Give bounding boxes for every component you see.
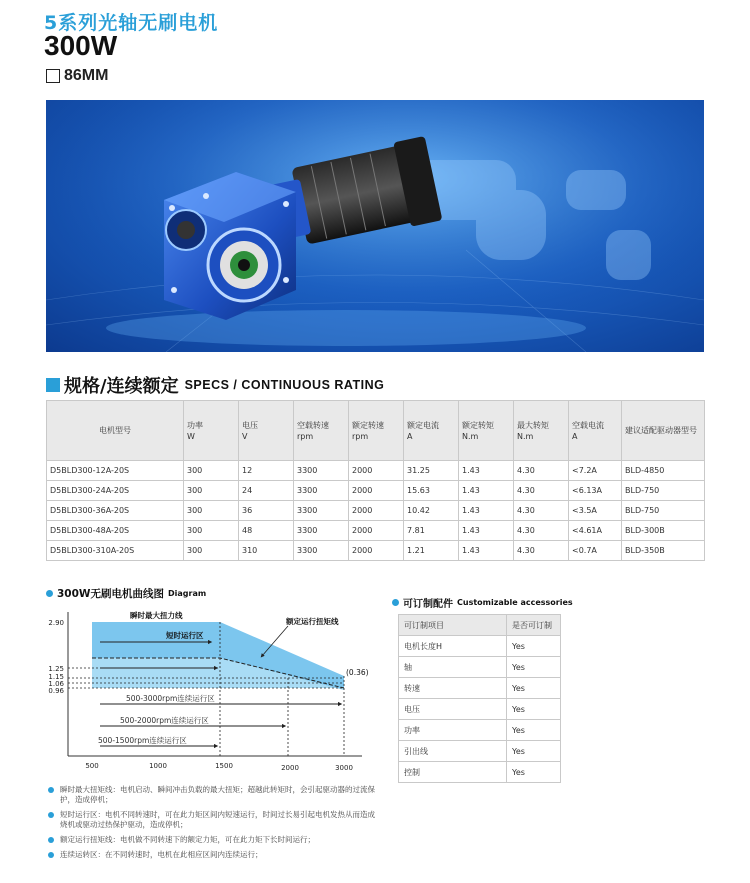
cell-item: 引出线: [399, 741, 507, 762]
zone-2000-label: 500-2000rpm连续运行区: [120, 716, 209, 725]
column-header: 电压 V: [239, 401, 294, 461]
accessories-heading: [392, 595, 573, 610]
series-title: 5系列光轴无刷电机: [44, 12, 219, 34]
peak-torque-label: 瞬时最大扭力线: [130, 611, 183, 620]
chart-notes: [48, 785, 378, 865]
cell-no-load-speed: 3300: [294, 521, 349, 541]
y-tick-label: 1.25: [48, 665, 64, 673]
torque-curve-chart: [40, 604, 380, 776]
table-row: [399, 762, 561, 783]
product-image: [46, 100, 704, 352]
cell-model: D5BLD300-310A-20S: [47, 541, 184, 561]
note-text: 瞬时最大扭矩线：电机启动、瞬间冲击负载的最大扭矩；超越此转矩时，会引起驱动器的过流保护，造成停机；: [60, 785, 375, 804]
table-row: [399, 678, 561, 699]
column-header: 空载转速 rpm: [294, 401, 349, 461]
cell-no-load-speed: 3300: [294, 481, 349, 501]
cell-power: 300: [184, 481, 239, 501]
cell-item: 转速: [399, 678, 507, 699]
cell-no-load-current: <0.7A: [569, 541, 622, 561]
note-item: [48, 850, 378, 860]
specs-table: [46, 400, 705, 561]
frame-size: [46, 67, 108, 85]
cell-max-torque: 4.30: [514, 521, 569, 541]
specs-title-en: SPECS / CONTINUOUS RATING: [184, 378, 385, 392]
product-banner: [46, 100, 704, 352]
bullet-dot-icon: [48, 787, 54, 793]
cell-driver: BLD-300B: [622, 521, 705, 541]
cell-rated-current: 10.42: [404, 501, 459, 521]
cell-rated-speed: 2000: [349, 481, 404, 501]
y-tick-label: 0.96: [48, 687, 64, 695]
x-tick-label: 1500: [215, 762, 233, 770]
table-row: [399, 741, 561, 762]
y-tick-label: 1.06: [48, 680, 64, 688]
cell-available: Yes: [507, 720, 561, 741]
table-row: [47, 541, 705, 561]
cell-driver: BLD-350B: [622, 541, 705, 561]
x-tick-label: 2000: [281, 764, 299, 772]
cell-rated-speed: 2000: [349, 461, 404, 481]
frame-size-label: 86MM: [64, 67, 109, 84]
cell-available: Yes: [507, 762, 561, 783]
bullet-dot-icon: [48, 837, 54, 843]
cell-rated-current: 1.21: [404, 541, 459, 561]
bullet-dot-icon: [48, 852, 54, 858]
column-header: 电机型号: [47, 401, 184, 461]
cell-no-load-speed: 3300: [294, 461, 349, 481]
chart-title-en: Diagram: [168, 589, 207, 598]
cell-no-load-speed: 3300: [294, 541, 349, 561]
accessories-header-row: [399, 615, 561, 636]
table-row: [399, 720, 561, 741]
bullet-dot-icon: [48, 812, 54, 818]
chart-heading: [46, 586, 206, 601]
cell-power: 300: [184, 501, 239, 521]
cell-item: 轴: [399, 657, 507, 678]
cell-available: Yes: [507, 657, 561, 678]
note-item: [48, 810, 378, 830]
cell-rated-torque: 1.43: [459, 461, 514, 481]
note-item: [48, 785, 378, 805]
short-time-label: 短时运行区: [166, 631, 204, 640]
x-tick-label: 3000: [335, 764, 353, 772]
y-tick-label: 2.90: [48, 619, 64, 627]
cell-item: 功率: [399, 720, 507, 741]
cell-max-torque: 4.30: [514, 501, 569, 521]
accessories-table: [398, 614, 561, 783]
note-item: [48, 835, 378, 845]
rated-line-label: 额定运行扭矩线: [286, 617, 339, 626]
table-row: [47, 521, 705, 541]
accessories-title-cn: 可订制配件: [403, 599, 453, 610]
note-text: 短时运行区：电机不同转速时，可在此力矩区间内短速运行，时间过长易引起电机发热从而造成烧机或驱动过热保护驱动，造成停机；: [60, 810, 375, 829]
cell-item: 控制: [399, 762, 507, 783]
cell-item: 电机长度H: [399, 636, 507, 657]
cell-driver: BLD-750: [622, 501, 705, 521]
column-header: 额定电流 A: [404, 401, 459, 461]
cell-model: D5BLD300-36A-20S: [47, 501, 184, 521]
cell-rated-current: 15.63: [404, 481, 459, 501]
zone-3000-label: 500-3000rpm连续运行区: [126, 694, 215, 703]
x-tick-label: 1000: [149, 762, 167, 770]
note-text: 连续运转区：在不同转速时，电机在此相应区间内连续运行；: [60, 850, 263, 859]
cell-available: Yes: [507, 678, 561, 699]
x-tick-label: 500: [85, 762, 99, 770]
y-tick-label: 1.15: [48, 673, 64, 681]
cell-power: 300: [184, 541, 239, 561]
specs-heading: [46, 372, 384, 398]
cell-voltage: 12: [239, 461, 294, 481]
cell-no-load-current: <7.2A: [569, 461, 622, 481]
column-header: 是否可订制: [507, 615, 561, 636]
bullet-dot-icon: [392, 599, 399, 606]
cell-driver: BLD-4850: [622, 461, 705, 481]
table-row: [47, 501, 705, 521]
cell-power: 300: [184, 521, 239, 541]
cell-rated-torque: 1.43: [459, 521, 514, 541]
cell-driver: BLD-750: [622, 481, 705, 501]
cell-voltage: 48: [239, 521, 294, 541]
cell-available: Yes: [507, 741, 561, 762]
cell-no-load-current: <4.61A: [569, 521, 622, 541]
column-header: 额定转速 rpm: [349, 401, 404, 461]
cell-rated-current: 7.81: [404, 521, 459, 541]
cell-power: 300: [184, 461, 239, 481]
cell-voltage: 36: [239, 501, 294, 521]
cell-no-load-current: <3.5A: [569, 501, 622, 521]
cell-model: D5BLD300-24A-20S: [47, 481, 184, 501]
column-header: 空载电流 A: [569, 401, 622, 461]
cell-rated-torque: 1.43: [459, 481, 514, 501]
bullet-dot-icon: [46, 590, 53, 597]
specs-header-row: [47, 401, 705, 461]
chart-title-cn: 300W无刷电机曲线图: [57, 588, 164, 600]
table-row: [399, 657, 561, 678]
column-header: 可订制项目: [399, 615, 507, 636]
cell-voltage: 24: [239, 481, 294, 501]
note-text: 额定运行扭矩线：电机做不同转速下的额定力矩，可在此力矩下长时间运行；: [60, 835, 315, 844]
cell-rated-speed: 2000: [349, 501, 404, 521]
table-row: [47, 481, 705, 501]
cell-max-torque: 4.30: [514, 481, 569, 501]
cell-no-load-speed: 3300: [294, 501, 349, 521]
end-value-label: (0.36): [346, 668, 369, 677]
square-frame-icon: [46, 69, 60, 83]
cell-available: Yes: [507, 636, 561, 657]
cell-no-load-current: <6.13A: [569, 481, 622, 501]
cell-model: D5BLD300-12A-20S: [47, 461, 184, 481]
cell-rated-current: 31.25: [404, 461, 459, 481]
zone-1500-label: 500-1500rpm连续运行区: [98, 736, 187, 745]
table-row: [399, 699, 561, 720]
column-header: 额定转矩 N.m: [459, 401, 514, 461]
cell-voltage: 310: [239, 541, 294, 561]
cell-rated-torque: 1.43: [459, 541, 514, 561]
cell-rated-speed: 2000: [349, 541, 404, 561]
table-row: [47, 461, 705, 481]
table-row: [399, 636, 561, 657]
cell-available: Yes: [507, 699, 561, 720]
cell-rated-torque: 1.43: [459, 501, 514, 521]
accessories-title-en: Customizable accessories: [457, 598, 573, 607]
column-header: 功率 W: [184, 401, 239, 461]
cell-rated-speed: 2000: [349, 521, 404, 541]
cell-max-torque: 4.30: [514, 541, 569, 561]
column-header: 最大转矩 N.m: [514, 401, 569, 461]
cell-model: D5BLD300-48A-20S: [47, 521, 184, 541]
cell-item: 电压: [399, 699, 507, 720]
specs-title-cn: 规格/连续额定: [64, 376, 179, 397]
cell-max-torque: 4.30: [514, 461, 569, 481]
power-title: 300W: [44, 30, 118, 61]
heading-square-icon: [46, 378, 60, 392]
column-header: 建议适配驱动器型号: [622, 401, 705, 461]
